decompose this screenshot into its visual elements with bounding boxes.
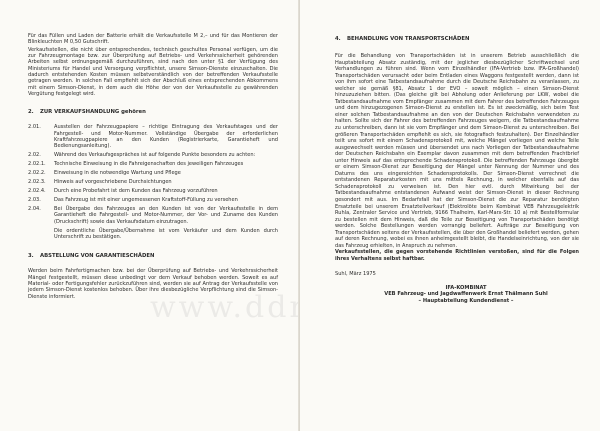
item-text: Technische Einweisung in die Fahreigenschaften des jeweiligen Fahrzeuges xyxy=(54,161,244,168)
section-2-heading xyxy=(28,109,278,116)
item-number: 2.03. xyxy=(28,197,41,204)
item-text: Während des Verkaufsgespräches ist auf folgende Punkte besonders zu achten: xyxy=(54,152,256,159)
list-item xyxy=(28,152,278,158)
item-number: 2.02.1. xyxy=(28,161,46,168)
item-number: 2.02.3. xyxy=(28,179,46,186)
item-number: 2.04. xyxy=(28,206,41,213)
section-2-list xyxy=(28,124,278,240)
item-number: 2.01. xyxy=(28,124,41,131)
list-item xyxy=(28,179,278,185)
intro-paragraph-1: Für das Füllen und Laden der Batterie erhält die Verkaufsstelle M 2,– und für das Montieren der Blinkleuchten M 0,50 Gutschrift. xyxy=(28,33,278,46)
list-item xyxy=(28,188,278,194)
item-text: Das Fahrzeug ist mit einer ungemessenen Kraftstoff-Füllung zu versehen xyxy=(54,197,238,204)
section-title: ABSTELLUNG VON GARANTIESCHÄDEN xyxy=(40,253,155,260)
item-number: 2.02.4. xyxy=(28,188,46,195)
item-text: Ausstellen der Fahrzeugpapiere – richtige Eintragung des Verkaufstages und der Fahrgestell- und Motor-Nummer. Vollständige Übergabe der erforderlichen Kraftfahrzeugpapiere an den Kunden (Registrierkarte, Garantieheft und Bedienungsanleitung). xyxy=(54,124,278,150)
signature-line-1: VEB Fahrzeug- und Jagdwaffenwerk Ernst Thälmann Suhl xyxy=(384,291,548,298)
section-3-paragraph: Werden beim Fahrfertigmachen bzw. bei der Überprüfung auf Betriebs- und Verkehrssicherheit Mängel festgestellt, müssen diese unbedingt vor dem Verkauf behoben werden. Soweit es auf Material- oder Fertigungsfehler zurückzuführen sind, werden sie auf Antrag der Verkaufsstelle von jedem Simson-Dienst kostenlos behoben. Über ihre diesbezügliche Verpflichtung sind die Simson-Dienste informiert. xyxy=(28,268,278,300)
section-title: ZUR VERKAUFSHANDLUNG gehören xyxy=(40,109,146,116)
watermark: www.ddrmo xyxy=(150,290,360,325)
place-date: Suhl, März 1975 xyxy=(335,270,376,277)
list-item xyxy=(28,206,278,225)
item-text: Hinweis auf vorgeschriebene Durchsichtungen xyxy=(54,179,172,186)
list-item xyxy=(28,197,278,203)
item-text: Durch eine Probefahrt ist dem Kunden das Fahrzeug vorzuführen xyxy=(54,188,218,195)
section-title: BEHANDLUNG VON TRANSPORTSCHÄDEN xyxy=(347,36,470,42)
section-4-paragraph: Für die Behandlung von Transportschäden ist in unserem Betrieb ausschließlich die Hauptabteilung Absatz zuständig, mit der jeglicher diesbezüglicher Schriftwechsel und Verhandlungen zu führen sind. Wenn vom Einzelhändler (IFA-Vertrieb bzw. IFA-Großhandel) Transportschäden verursacht oder beim Entladen eines Waggons festgestellt werden, dann ist von ihm sofort eine Tatbestandsaufnahme durch die Deutsche Reichsbahn zu veranlassen, zu welcher sie gemäß §81, Absatz 1 der EVO – soweit möglich – einen Simson-Dienst hinzuzuziehen bitten. (Das gleiche gilt bei Abholung oder Anlieferung per LKW, wobei die Tatbestandsaufnahme vom Empfänger zusammen mit dem Fahrer des betreffenden Fahrzeuges und dem hinzugezogenen Simson-Dienst zu erstellen ist. Es ist zweckmäßig, sich beim Test einer solchen Tatbestandsaufnahme an den von der Deutschen Reichsbahn verwendeten zu halten. Sollte sich der Fahrer des betreffenden Fahrzeuges weigern, die Tatbestandsaufnahme zu unterschreiben, dann ist sie vom Empfänger und dem Simson-Dienst zu unterschreiben. Bei größeren Transportschäden empfiehlt es sich, sie fotografisch festzuhalten). Der Einzelhändler teilt uns sofort mit einem Schadensprotokoll mit, welche Mängel vorliegen und welche Teile ausgewechselt werden müssen und übersendet uns nach Vorliegen der Tatbestandsaufnahme der Deutschen Reichsbahn ein Exemplar davon zusammen mit dem betreffenden Frachtbrief unter Hinweis auf das entsprechende Schadensprotokoll. Die betreffenden Fahrzeuge übergibt er einem Simson-Dienst zur Beseitigung der Mängel unter Nennung der Nummer und des Datums des uns eingereichten Schadensprotokolls. Der Simson-Dienst verrechnet die entstandenen Reparaturkosten mit uns mittels Rechnung, in welcher ebenfalls auf das Schadensprotokoll zu verweisen ist. Den hier evtl. durch Mitwirkung bei der Tatbestandsaufnahme entstandenen Aufwand weist der Simson-Dienst in dieser Rechnung gesondert mit aus. Im Bedarfsfall hat der Simson-Dienst die zur Reparatur benötigten Ersatzteile bei unserem Ersatzteilverkauf (Elektrolöte beim Kombinat VEB Fahrzeugelektrik Ruhla, Zentraler Service und Vertrieb, 9166 Thalheim, Karl-Marx-Str. 10 a) mit Bestellformular zu bestellen mit dem Hinweis, daß die Teile zur Beseitigung von Transportschäden benötigt werden. Solche Bestellungen werden vorrangig beliefert. Aufträge zur Beseitigung von Transportschäden seitens der Verkaufsstellen, die über den Großhandel beliefert werden, gehen auf deren Rechnung, wobei es ihnen anheimgestellt bleibt, die Handelseinrichtung, von der sie das Fahrzeug erhielten, in Anspruch zu nehmen. xyxy=(335,53,579,249)
list-item xyxy=(28,228,278,241)
signature-block xyxy=(353,285,579,305)
list-item xyxy=(28,161,278,167)
item-text: Die ordentliche Übergabe/Übernahme ist vom Verkäufer und dem Kunden durch Unterschrift zu bestätigen. xyxy=(54,227,278,240)
list-item xyxy=(28,170,278,176)
item-text: Einweisung in die notwendige Wartung und Pflege xyxy=(54,170,181,177)
item-number: 2.02. xyxy=(28,152,41,159)
item-number: 2.02.2. xyxy=(28,170,46,177)
right-page xyxy=(300,0,600,431)
signature-line-2: – Hauptabteilung Kundendienst – xyxy=(418,297,514,304)
section-4-closing: Verkaufsstellen, die gegen vorstehende Richtlinien verstoßen, sind für die Folgen ihres Verhaltens selbst haftbar. xyxy=(335,249,579,262)
item-text: Bei Übergabe des Fahrzeuges an den Kunden ist von der Verkaufsstelle in dem Garantieheft die Fahrgestell- und Motor-Nummer, der Vor- und Zuname des Kunden (Druckschrift) sowie das Verkaufsdatum einzutragen. xyxy=(54,206,278,225)
section-number: 2. xyxy=(28,109,34,116)
signature-org: IFA-KOMBINAT xyxy=(445,284,487,291)
section-number: 3. xyxy=(28,253,34,260)
list-item xyxy=(28,124,278,149)
intro-paragraph-2: Verkaufsstellen, die nicht über entsprechendes, technisch geschultes Personal verfügen, um die zur Fahrzeugmontage bzw. zur Überprüfung auf Betriebs- und Verkehrssicherheit gehörenden Arbeiten selbst ordnungsgemäß durchzuführen, sind nach den unter §1 der Verfügung des Ministeriums für Handel und Versorgung verpflichtet, unsere Simson-Dienste einzuschalten. Die dadurch entstehenden Kosten müssen selbstverständlich von der betreffenden Verkaufsstelle getragen werden. In solchen Fall empfiehlt sich der Abschluß eines entsprechenden Abkommens mit einem Simson-Dienst, in dem auch die Höhe der von der Verkaufsstelle zu gewährenden Vergütung festgelegt wird. xyxy=(28,46,278,98)
section-3-heading xyxy=(28,253,278,260)
section-number: 4. xyxy=(335,36,341,42)
section-4-heading xyxy=(335,36,579,43)
item-number xyxy=(28,228,54,241)
